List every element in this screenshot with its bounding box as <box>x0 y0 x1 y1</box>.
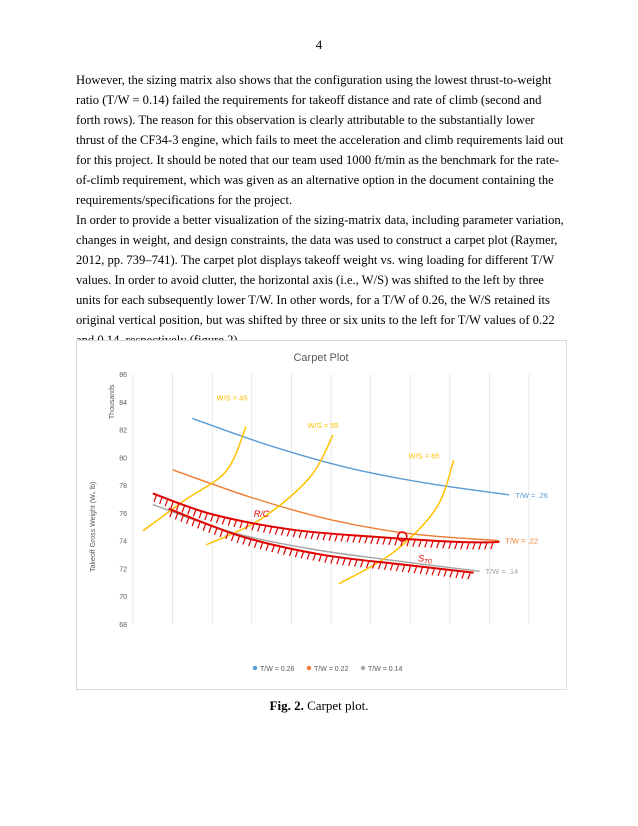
constraint-hatch <box>293 530 296 537</box>
constraint-label: R/C <box>253 509 270 520</box>
constraint-hatch <box>240 521 243 528</box>
constraint-hatch <box>307 552 310 559</box>
carpet-plot-svg <box>77 341 566 689</box>
constraint-hatch <box>437 541 440 548</box>
constraint-hatch <box>182 505 185 512</box>
constraint-hatch <box>220 530 223 537</box>
constraint-hatch <box>317 533 320 540</box>
constraint-hatch <box>456 571 459 578</box>
constraint-hatch <box>383 538 386 545</box>
legend-marker <box>361 666 365 670</box>
series-end-label: T/W = .26 <box>515 490 548 500</box>
constraint-label: $S_{TO}$ <box>418 553 433 566</box>
legend-label: T/W = 0.26 <box>260 666 295 673</box>
constraint-hatch <box>425 540 428 547</box>
constraint-hatch <box>188 508 191 515</box>
y-tick-label: 68 <box>119 622 127 629</box>
constraint-hatch <box>443 541 446 548</box>
constraint-hatch <box>243 538 246 545</box>
constraint-hatch <box>419 540 422 547</box>
figure-caption <box>0 698 638 714</box>
legend-label: T/W = 0.22 <box>314 666 349 673</box>
constraint-hatch <box>335 534 338 541</box>
constraint-hatch <box>420 567 423 574</box>
paragraph-carpet-plot: In order to provide a better visualization of the sizing-matrix data, including parameter variation, changes in weight, and design constraints, the data was used to construct a carpet plot (Raymer, 2012, pp. 739–741). The carpet plot displays takeoff weight vs. wing loading for different T/W values. In order to avoid clutter, the horizontal axis (i.e., W/S) was shifted to the left by three units for each subsequently lower T/W. In other words, for a T/W of 0.26, the W/S retained its original vertical position, but was shifted by three or six units to the left for T/W values of 0.22 <box>76 213 564 327</box>
y-tick-label: 74 <box>119 538 127 546</box>
constraint-hatch <box>461 542 464 549</box>
constraint-hatch <box>214 528 217 535</box>
caption-text: Carpet plot. <box>307 698 369 713</box>
constraint-hatch <box>249 539 252 546</box>
series-end-label: T/W = .22 <box>505 536 539 546</box>
constraint-hatch <box>485 542 488 549</box>
caption-label: Fig. 2. <box>269 698 304 713</box>
constraint-hatch <box>254 541 257 548</box>
constraint-hatch <box>299 531 302 538</box>
constraint-hatch <box>396 564 399 571</box>
constraint-hatch <box>467 542 470 549</box>
constraint-hatch <box>278 546 281 553</box>
constraint-hatch <box>287 529 290 536</box>
constraint-hatch <box>272 545 275 552</box>
carpet-plot-chart <box>76 340 567 690</box>
constraint-hatch <box>311 532 314 539</box>
constraint-hatch <box>390 563 393 570</box>
ws-label: W/S = 65 <box>408 451 440 461</box>
constraint-hatch <box>269 527 272 534</box>
constraint-hatch <box>432 568 435 575</box>
constraint-hatch <box>323 533 326 540</box>
constraint-hatch <box>341 535 344 542</box>
constraint-hatch <box>281 528 284 535</box>
constraint-hatch <box>371 537 374 544</box>
constraint-hatch <box>343 558 346 565</box>
ws-line <box>206 435 333 545</box>
y-tick-label: 84 <box>119 399 127 407</box>
constraint-hatch <box>389 538 392 545</box>
series-end-label: T/W = .14 <box>485 567 519 577</box>
constraint-hatch <box>260 542 263 549</box>
constraint-hatch <box>199 511 202 518</box>
constraint-hatch <box>395 538 398 545</box>
constraint-hatch <box>266 544 269 551</box>
constraint-hatch <box>378 562 381 569</box>
constraint-hatch <box>353 535 356 542</box>
ws-label: W/S = 45 <box>216 393 248 403</box>
legend-marker <box>253 666 257 670</box>
constraint-hatch <box>462 572 465 579</box>
y-axis-title: Takeoff Gross Weight (W₀ lb) <box>90 481 97 572</box>
constraint-hatch <box>414 566 417 573</box>
constraint-hatch <box>209 526 212 533</box>
constraint-hatch <box>384 563 387 570</box>
constraint-hatch <box>305 532 308 539</box>
chart-title: Carpet Plot <box>293 352 349 364</box>
constraint-hatch <box>234 520 237 527</box>
y-tick-label: 82 <box>119 427 127 435</box>
constraint-hatch <box>319 555 322 562</box>
y-tick-label: 70 <box>119 594 127 602</box>
constraint-hatch <box>473 542 476 549</box>
constraint-hatch <box>165 499 168 506</box>
y-tick-label: 76 <box>119 510 127 518</box>
constraint-hatch <box>413 540 416 547</box>
constraint-curve <box>153 493 500 542</box>
constraint-hatch <box>450 570 453 577</box>
paragraph-sizing-matrix: However, the sizing matrix also shows that the configuration using the lowest thrust-to-weight ratio (T/W = 0.14) failed the requirements for takeoff distance and rate of climb (second and forth rows). The reason for this observation is clearly attributable to the substantially lower thrust of the CF34-3 engine, which fails to meet the acceleration and climb requirements laid out for this project. It should be noted that our team used 1000 ft/min as the benchmark for the rate-of-climb requirement, which was given as an alternative option in the document containing the requirements/specifications for the project. <box>76 73 564 207</box>
constraint-hatch <box>438 569 441 576</box>
series-line <box>192 418 509 494</box>
constraint-hatch <box>313 554 316 561</box>
y-axis-unit-label: Thousands <box>109 384 116 420</box>
constraint-hatch <box>444 570 447 577</box>
y-tick-label: 78 <box>119 483 127 491</box>
constraint-hatch <box>301 551 304 558</box>
constraint-hatch <box>198 521 201 528</box>
constraint-hatch <box>228 519 231 526</box>
constraint-hatch <box>337 557 340 564</box>
constraint-hatch <box>231 534 234 541</box>
constraint-hatch <box>377 537 380 544</box>
constraint-hatch <box>349 559 352 566</box>
constraint-hatch <box>258 525 261 532</box>
legend-marker <box>307 666 311 670</box>
constraint-hatch <box>359 536 362 543</box>
constraint-hatch <box>347 535 350 542</box>
constraint-hatch <box>264 526 267 533</box>
constraint-hatch <box>365 536 368 543</box>
ws-line <box>339 460 454 584</box>
constraint-hatch <box>205 513 208 520</box>
constraint-hatch <box>203 524 206 531</box>
ws-label: W/S = 55 <box>307 421 339 431</box>
y-tick-label: 86 <box>119 372 127 379</box>
constraint-hatch <box>284 548 287 555</box>
constraint-hatch <box>222 517 225 524</box>
constraint-hatch <box>295 550 298 557</box>
y-tick-label: 72 <box>119 566 127 574</box>
constraint-label-subscript: TO <box>424 559 433 566</box>
constraint-hatch <box>275 528 278 535</box>
constraint-hatch <box>193 509 196 516</box>
constraint-hatch <box>355 560 358 567</box>
constraint-hatch <box>160 497 163 504</box>
constraint-hatch <box>426 568 429 575</box>
constraint-hatch <box>361 560 364 567</box>
constraint-hatch <box>455 542 458 549</box>
constraint-hatch <box>468 572 471 579</box>
constraint-hatch <box>237 536 240 543</box>
constraint-hatch <box>479 542 482 549</box>
legend-label: T/W = 0.14 <box>368 666 403 673</box>
constraint-hatch <box>402 565 405 572</box>
page-number: 4 <box>315 37 323 52</box>
constraint-hatch <box>431 541 434 548</box>
constraint-hatch <box>154 495 157 502</box>
constraint-hatch <box>325 556 328 563</box>
constraint-hatch <box>367 561 370 568</box>
y-tick-label: 80 <box>119 455 127 463</box>
constraint-hatch <box>192 519 195 526</box>
constraint-hatch <box>217 516 220 523</box>
